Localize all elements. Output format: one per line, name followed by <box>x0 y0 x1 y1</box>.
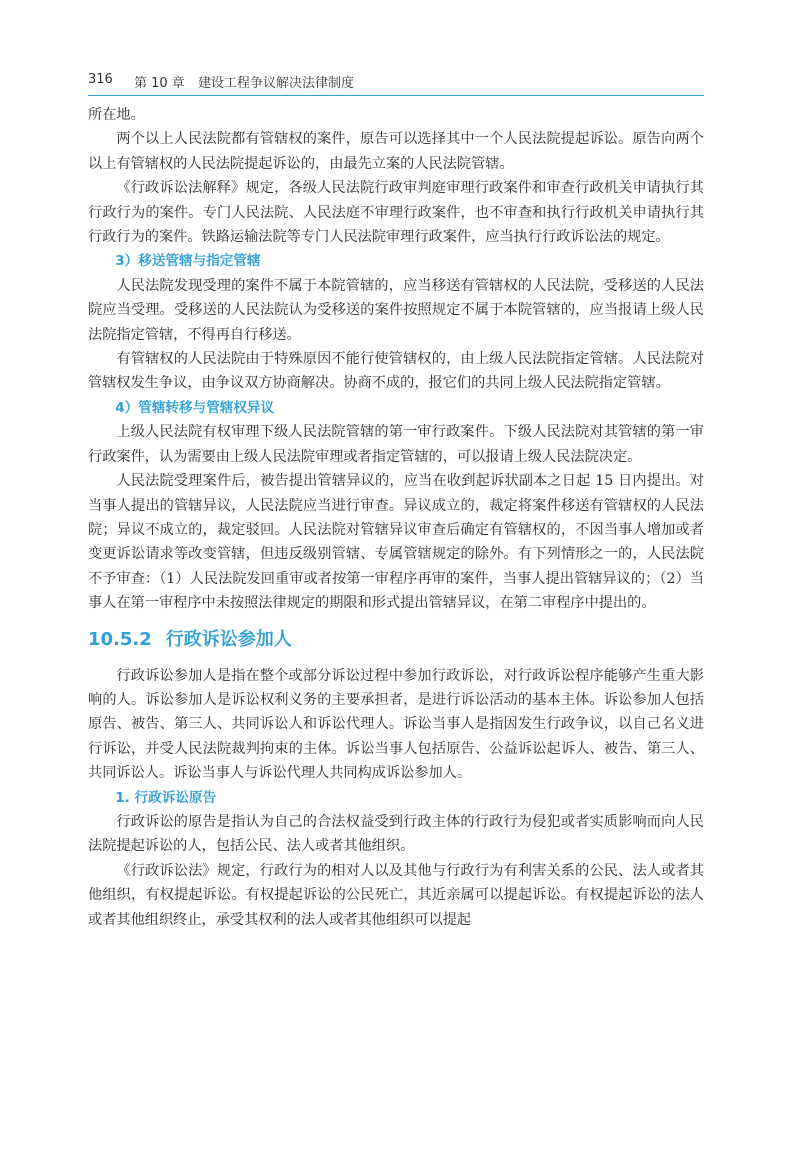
subheading-plaintiff: 1. 行政诉讼原告 <box>115 789 217 806</box>
paragraph: 《行政诉讼法》规定，行政行为的相对人以及其他与行政行为有利害关系的公民、法人或者其他组织，有权提起诉讼。有权提起诉讼的公民死亡，其近亲属可以提起诉讼。有权提起诉讼的法人或者其他组织终止，承受其权利的法人或者其他组织可以提起 <box>88 862 704 928</box>
paragraph: 上级人民法院有权审理下级人民法院管辖的第一审行政案件。下级人民法院对其管辖的第一审行政案件，认为需要由上级人民法院审理或者指定管辖的，可以报请上级人民法院决定。 <box>88 424 704 465</box>
section-title: 行政诉讼参加人 <box>165 628 292 650</box>
paragraph: 有管辖权的人民法院由于特殊原因不能行使管辖权的，由上级人民法院指定管辖。人民法院对管辖权发生争议，由争议双方协商解决。协商不成的，报它们的共同上级人民法院指定管辖。 <box>88 351 704 392</box>
chapter-title: 建设工程争议解决法律制度 <box>198 76 355 91</box>
paragraph: 人民法院发现受理的案件不属于本院管辖的，应当移送有管辖权的人民法院，受移送的人民法院应当受理。受移送的人民法院认为受移送的案件按照规定不属于本院管辖的，应当报请上级人民法院指定管辖，不得再自行移送。 <box>88 277 704 343</box>
paragraph: 行政诉讼的原告是指认为自己的合法权益受到行政主体的行政行为侵犯或者实质影响而向人民法院提起诉讼的人，包括公民、法人或者其他组织。 <box>88 813 704 855</box>
header-rule <box>88 95 704 96</box>
subheading-transfer-designation: 3）移送管辖与指定管辖 <box>115 253 261 270</box>
paragraph: 所在地。 <box>88 107 145 123</box>
page-number: 316 <box>88 72 113 87</box>
running-header <box>88 70 704 92</box>
chapter-label: 第 10 章 <box>134 76 185 91</box>
paragraph: 两个以上人民法院都有管辖权的案件，原告可以选择其中一个人民法院提起诉讼。原告向两个以上有管辖权的人民法院提起诉讼的，由最先立案的人民法院管辖。 <box>88 131 704 172</box>
section-heading <box>88 626 704 654</box>
paragraph: 《行政诉讼法解释》规定，各级人民法院行政审判庭审理行政案件和审查行政机关申请执行其行政行为的案件。专门人民法院、人民法庭不审理行政案件，也不审查和执行行政机关申请执行其行政行为的案件。铁路运输法院等专门人民法院审理行政案件，应当执行行政诉讼法的规定。 <box>88 180 704 246</box>
paragraph: 行政诉讼参加人是指在整个或部分诉讼过程中参加行政诉讼，对行政诉讼程序能够产生重大影响的人。诉讼参加人是诉讼权利义务的主要承担者，是进行诉讼活动的基本主体。诉讼参加人包括原告、被告、第三人、共同诉讼人和诉讼代理人。诉讼当事人是指因发生行政争议，以自己名义进行诉讼，并受人民法院裁判拘束的主体。诉讼当事人包括原告、公益诉讼起诉人、被告、第三人、共同诉讼人。诉讼当事人与诉讼代理人共同构成诉讼参加人。 <box>88 667 704 782</box>
page-body <box>88 103 704 932</box>
subheading-jurisdiction-objection: 4）管辖转移与管辖权异议 <box>115 399 275 416</box>
section-number: 10.5.2 <box>88 628 152 650</box>
paragraph: 人民法院受理案件后，被告提出管辖异议的，应当在收到起诉状副本之日起 15 日内提出。对当事人提出的管辖异议，人民法院应当进行审查。异议成立的，裁定将案件移送有管辖权的人民法院；异议不成立的，裁定驳回。人民法院对管辖异议审查后确定有管辖权的，不因当事人增加或者变更诉讼请求等改变管辖，但违反级别管辖、专属管辖规定的除外。有下列情形之一的，人民法院不予审查：（1）人民法院发回重审或者按第一审程序再审的案件，当事人提出管辖异议的；（2）当事人在第一审程序中未按照法律规定的期限和形式提出管辖异议，在第二审程序中提出的。 <box>88 473 704 612</box>
